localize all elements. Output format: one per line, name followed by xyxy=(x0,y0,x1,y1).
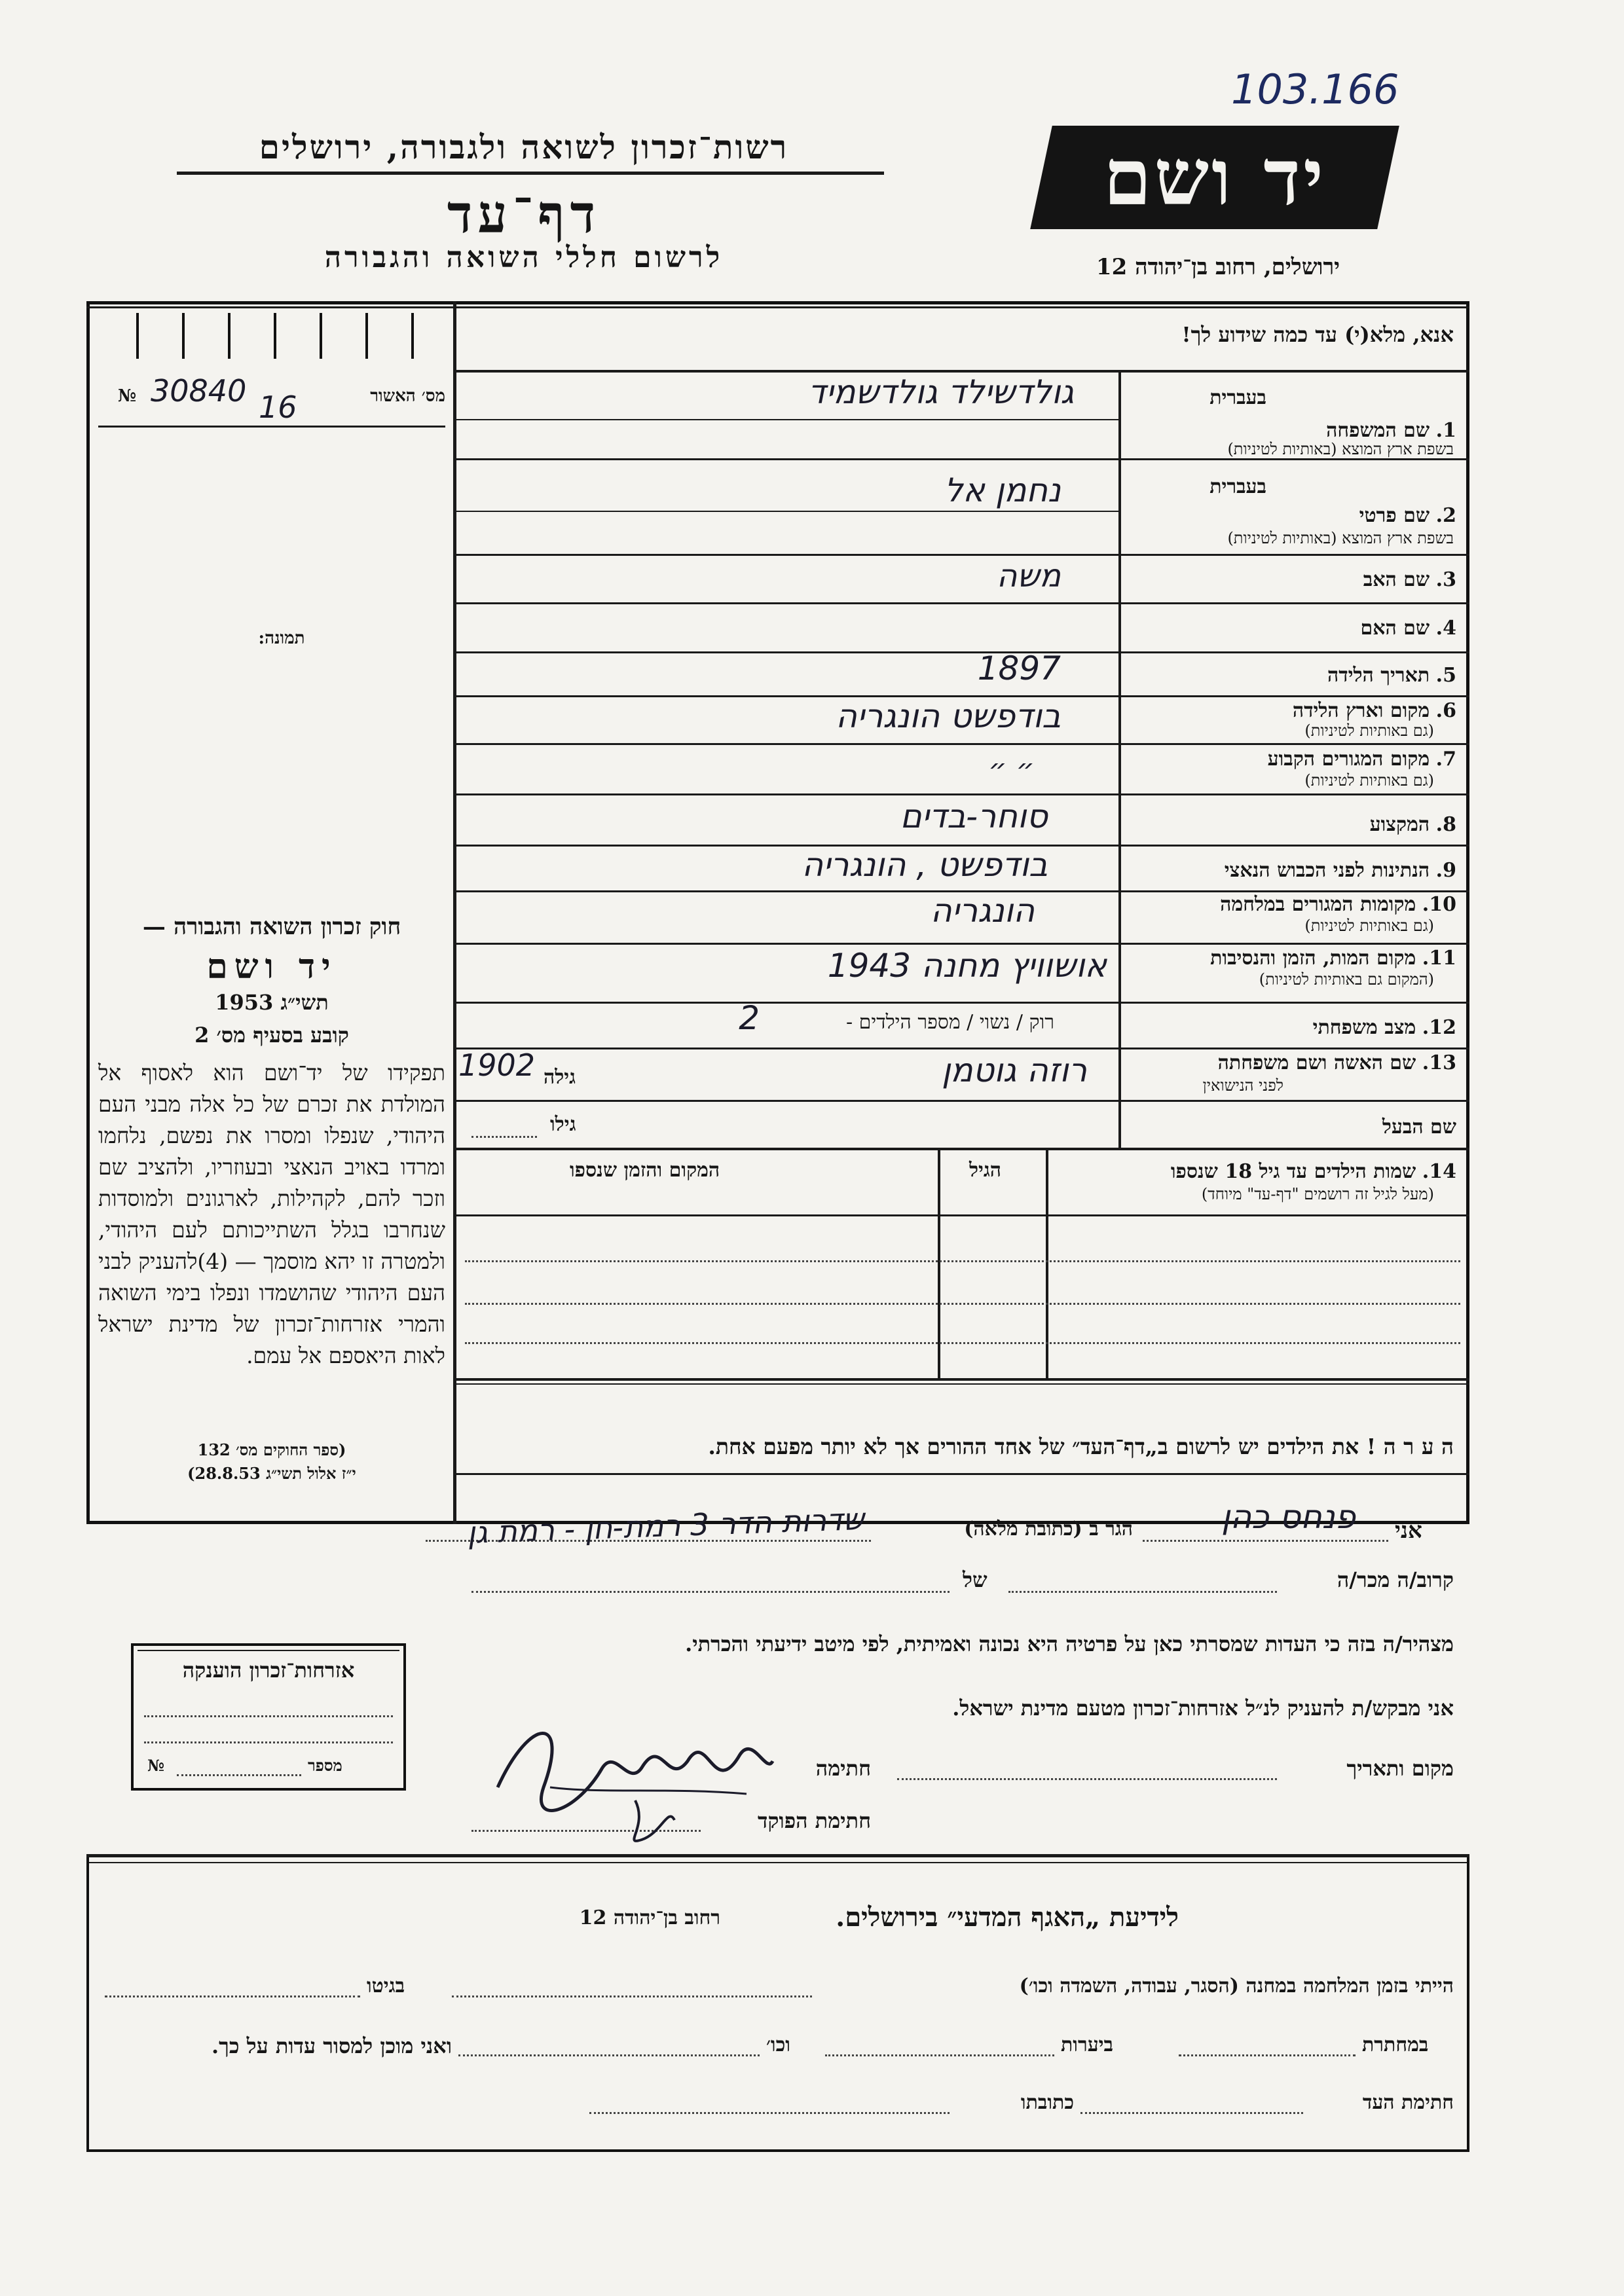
logo-text: יד ושם xyxy=(1103,132,1327,223)
citizenship-title: אזרחות־זכרון הוענקה xyxy=(182,1658,355,1683)
bottom-heading: לידיעת „האגף המדעי״ בירושלים. xyxy=(836,1902,1179,1933)
bottom-line1: הייתי בזמן המלחמה במחנה (הסגר, עבודה, השמדה וכו׳) xyxy=(1019,1975,1454,1997)
bottom-ready: ואני מוכן למסור עדות על כך. xyxy=(211,2033,452,2058)
photo-label: תמונה: xyxy=(258,629,305,648)
field-5-num: 5. xyxy=(1435,664,1456,687)
field-11-value: אושוויץ מחנה 1943 xyxy=(827,947,1107,985)
authority-title: רשות־זכרון לשואה ולגבורה, ירושלים xyxy=(259,128,789,166)
field-7-label xyxy=(1268,748,1456,771)
law-clause: קובע בסעיף מס׳ 2 xyxy=(194,1023,349,1048)
bottom-ghetto-line xyxy=(105,1995,360,1997)
field-11-sub: (המקום גם באותיות לטיניות) xyxy=(1259,970,1434,989)
row-sep xyxy=(456,419,1118,420)
field-8-num: 8. xyxy=(1435,813,1456,836)
field-7-sub: (גם באותיות לטיניות) xyxy=(1304,771,1434,790)
field-10-sub: (גם באותיות לטיניות) xyxy=(1304,917,1434,935)
approval-extra: 16 xyxy=(259,390,297,425)
citizenship-number-line xyxy=(177,1774,301,1776)
approval-no-sign: № xyxy=(118,386,137,406)
children-row-line xyxy=(465,1342,1460,1344)
row-sep xyxy=(456,743,1469,745)
field-4-label xyxy=(1360,617,1456,640)
wife-age-value: 1902 xyxy=(458,1048,536,1083)
digit-boxes xyxy=(98,313,452,365)
bottom-forests-line xyxy=(825,2054,1054,2056)
row-sep xyxy=(456,511,1118,512)
hebrew-label: בעברית xyxy=(1209,386,1266,409)
decl-name-line xyxy=(1143,1540,1388,1542)
field-3-value: משה xyxy=(997,558,1061,594)
decl-statement: מצהיר/ה בזה כי העדות שמסרתי כאן על פרטיה היא נכונה ואמיתית, לפי מיטב ידיעתי והכרתי. xyxy=(685,1631,1454,1656)
decl-signature-label: חתימה xyxy=(815,1756,871,1781)
decl-place-line xyxy=(897,1778,1277,1780)
field-9-text: הנתינות לפני הכבוש הנאצי xyxy=(1224,859,1430,882)
field-2-label xyxy=(1181,504,1456,527)
husband-age-label: גילו xyxy=(550,1113,576,1136)
field-1-text: שם המשפחה xyxy=(1326,419,1430,442)
field-1-sub: בשפת ארץ המוצא (באותיות לטיניות) xyxy=(1227,440,1454,458)
bottom-address-line xyxy=(589,2112,950,2114)
husband-age-line xyxy=(471,1136,537,1138)
field-1-label xyxy=(1181,419,1456,442)
form-title: דף־עד xyxy=(447,183,601,245)
handwritten-signature xyxy=(471,1689,786,1853)
form-subtitle: לרשום חללי השואה והגבורה xyxy=(324,241,724,274)
field-11-label xyxy=(1210,947,1456,970)
yad-vashem-logo xyxy=(1030,126,1399,229)
field-4-text: שם האם xyxy=(1360,617,1430,640)
field-12-label xyxy=(1313,1016,1456,1039)
field-3-label xyxy=(1363,568,1456,591)
field-5-text: תאריך הלידה xyxy=(1327,664,1430,687)
left-column-divider xyxy=(453,301,456,1524)
field-9-num: 9. xyxy=(1435,859,1456,882)
children-row-line xyxy=(465,1260,1460,1262)
children-bottom-line xyxy=(456,1378,1469,1381)
children-col-age: הגיל xyxy=(969,1159,1002,1182)
field-12-value: 2 xyxy=(739,999,760,1037)
children-title xyxy=(1171,1160,1456,1183)
citizenship-line xyxy=(144,1741,393,1743)
row-sep xyxy=(456,943,1469,945)
field-6-label xyxy=(1293,699,1456,722)
law-ref-2: י״ז אלול תשי״ג 28.8.53) xyxy=(187,1464,356,1483)
bottom-forests: ביערות xyxy=(1061,2033,1114,2056)
approval-number: 30840 xyxy=(151,373,247,409)
bottom-address: רחוב בן־יהודה 12 xyxy=(579,1906,720,1929)
field-13-sub: לפני הנישואין xyxy=(1202,1076,1283,1095)
children-bottom-line-2 xyxy=(456,1383,1469,1385)
children-num: 14. xyxy=(1422,1160,1456,1183)
field-13-num: 13. xyxy=(1422,1051,1456,1074)
intro-underline xyxy=(456,370,1469,373)
law-title: חוק זכרון השואה והגבורה — xyxy=(142,913,401,940)
law-year: תשי״ג 1953 xyxy=(215,990,329,1015)
field-4-num: 4. xyxy=(1435,617,1456,640)
decl-address-value: שדרות הדר 3 רמת-חן - רמת גן xyxy=(466,1501,865,1551)
field-3-num: 3. xyxy=(1435,568,1456,591)
decl-of-line xyxy=(471,1591,950,1593)
field-8-label xyxy=(1370,813,1456,836)
field-2-num: 2. xyxy=(1435,504,1456,527)
family-status-options: רוק / נשוי / מספר הילדים - xyxy=(845,1011,1054,1034)
field-9-value: בודפשט , הונגריה xyxy=(802,846,1048,884)
bottom-underground: במחתרת xyxy=(1362,2033,1429,2056)
law-name: יד ושם xyxy=(206,947,337,987)
field-6-value: בודפשט הונגריה xyxy=(836,697,1061,735)
bottom-ghetto: בגיטו xyxy=(367,1975,405,1997)
field-6-sub: (גם באותיות לטיניות) xyxy=(1304,721,1434,740)
field-6-num: 6. xyxy=(1435,699,1456,722)
bottom-witness-line xyxy=(1080,2112,1303,2114)
field-10-value: הונגריה xyxy=(931,892,1035,930)
hebrew-label-2: בעברית xyxy=(1209,475,1266,498)
wife-age-label: גילה xyxy=(544,1066,576,1089)
children-row-line xyxy=(465,1303,1460,1305)
frame-inner-top xyxy=(86,306,1469,308)
citizenship-number: מספר xyxy=(308,1756,342,1775)
bottom-camp-line xyxy=(452,1995,812,1997)
children-col-place: המקום והזמן שנספו xyxy=(570,1159,720,1182)
field-1-num: 1. xyxy=(1435,419,1456,442)
row-sep xyxy=(456,1100,1469,1102)
decl-request: אני מבקש/ת להעניק לנ״ל אזרחות־זכרון מטעם מדינת ישראל. xyxy=(952,1696,1454,1721)
field-3-text: שם האב xyxy=(1363,568,1430,591)
decl-ani: אני xyxy=(1395,1518,1422,1544)
citizenship-box-inner xyxy=(138,1650,399,1651)
label-column-divider xyxy=(1118,370,1121,1148)
field-8-text: המקצוע xyxy=(1369,813,1430,836)
field-2-text: שם פרטי xyxy=(1359,504,1430,527)
citizenship-no: № xyxy=(147,1756,165,1775)
children-sub: (מעל לגיל זה רושמים "דף-עד" מיוחד) xyxy=(1201,1185,1434,1203)
field-12-text: מצב משפחתי xyxy=(1312,1016,1416,1039)
children-title-text: שמות הילדים עד גיל 18 שנספו xyxy=(1170,1160,1416,1183)
field-13-label xyxy=(1218,1051,1456,1074)
decl-of: של xyxy=(963,1567,987,1592)
field-11-text: מקום המות, הזמן והנסיבות xyxy=(1210,947,1416,970)
field-7-text: מקום המגורים הקבוע xyxy=(1267,748,1430,771)
field-10-label xyxy=(1220,893,1456,916)
field-8-value: סוחר-בדים xyxy=(900,797,1048,835)
field-11-num: 11. xyxy=(1422,947,1456,970)
intro-text: אנא, מלא(י) עד כמה שידוע לך! xyxy=(1181,322,1454,347)
law-body: תפקידו של יד־ושם הוא לאסוף אל המולדת את זכרם של כל אלה מבני העם היהודי, שנפלו ומסרו את נפשם, נלחמו ומרדו באויב הנאצי ובעוזריו, ולהציב שם וזכר להם, לקהילות, לארגונים ולמוסדות שנחרבו בגלל השתייכותם לעם היהודי, ולמטרה זו יהא מוסמך — (4)להעניק לבני העם היהודי שהושמדו ונפלו בימי השואה והמרי אזרחות־זכרון של מדינת ישראל לאות היאספם אל עמם. xyxy=(98,1060,445,1368)
field-2-value: נחמן אל xyxy=(944,471,1061,509)
bottom-etc-line xyxy=(458,2054,760,2056)
row-sep xyxy=(456,793,1469,795)
field-2-sub: בשפת ארץ המוצא (באותיות לטיניות) xyxy=(1227,529,1454,547)
decl-resides-label: הגר ב (כתובת מלאה) xyxy=(964,1518,1133,1540)
bottom-etc: וכו׳ xyxy=(766,2033,790,2056)
approval-label: מס׳ האשור xyxy=(370,386,445,406)
decl-officer-label: חתימת הפוקד xyxy=(758,1808,871,1833)
row-sep xyxy=(456,1148,1469,1150)
field-6-text: מקום וארץ הלידה xyxy=(1292,699,1430,722)
decl-name-value: פנחס כהן xyxy=(1221,1498,1356,1536)
husband-label: שם הבעל xyxy=(1382,1116,1456,1139)
note-text: ה ע ר ה ! את הילדים יש לרשום ב„דף־העד״ של אחד ההורים אך לא יותר מפעם אחת. xyxy=(708,1434,1454,1459)
field-5-value: 1897 xyxy=(977,649,1061,687)
header-address: ירושלים, רחוב בן־יהודה 12 xyxy=(1096,254,1340,280)
citizenship-line xyxy=(144,1715,393,1717)
law-ref-1: (ספר החוקים מס׳ 132 xyxy=(197,1440,346,1459)
field-9-label xyxy=(1225,859,1456,882)
bottom-address-label: כתובתו xyxy=(1020,2091,1074,2114)
field-10-text: מקומות המגורים במלחמה xyxy=(1220,893,1416,916)
field-13-text: שם האשה ושם משפחתה xyxy=(1217,1051,1416,1074)
decl-place-date: מקום ותאריך xyxy=(1346,1756,1454,1781)
bottom-witness-sig: חתימת העד xyxy=(1362,2091,1454,2114)
note-underline xyxy=(456,1473,1469,1475)
field-1-value: גולדשילד גולדשמיד xyxy=(808,373,1074,411)
row-sep xyxy=(456,554,1469,556)
approval-underline xyxy=(98,426,445,428)
row-sep xyxy=(456,602,1469,604)
field-5-label xyxy=(1327,664,1456,687)
field-10-num: 10. xyxy=(1422,893,1456,916)
row-sep xyxy=(456,651,1469,653)
decl-relative-line xyxy=(1008,1591,1277,1593)
row-sep xyxy=(456,1048,1469,1049)
field-12-num: 12. xyxy=(1422,1016,1456,1039)
field-7-value: ״ ״ xyxy=(988,753,1035,786)
field-13-value: רוזה גוטמן xyxy=(942,1051,1087,1089)
decl-relative: קרוב/ה מכר/ה xyxy=(1337,1567,1454,1592)
authority-underline xyxy=(177,172,884,175)
archive-number: 103.166 xyxy=(1231,65,1399,113)
field-7-num: 7. xyxy=(1435,748,1456,771)
row-sep xyxy=(456,1002,1469,1004)
bottom-underground-line xyxy=(1179,2054,1356,2056)
children-header-line xyxy=(456,1214,1469,1216)
